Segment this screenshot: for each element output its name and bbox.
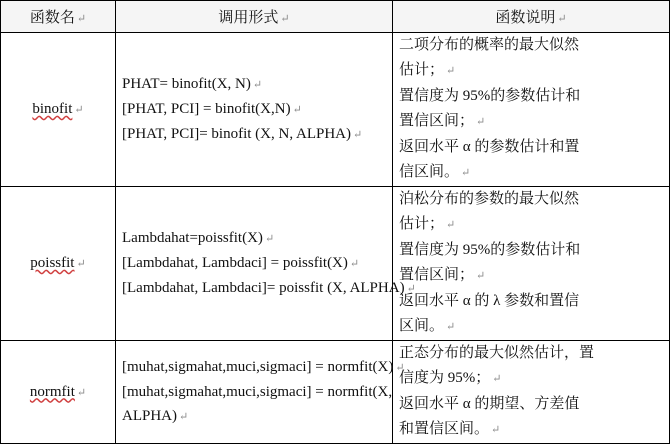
para-mark: ↵ [292, 104, 302, 116]
call-form-line: [Lambdahat, Lambdaci]= poissfit (X, ALPHA) ↵ [122, 280, 416, 296]
table-row [1, 341, 670, 444]
para-mark: ↵ [353, 129, 363, 141]
call-form-cell [116, 33, 393, 187]
header-description: 函数说明 ↵ [393, 1, 670, 33]
call-form-line: [muhat,sigmahat,muci,sigmaci] = normfit(X) ↵ [122, 359, 405, 375]
para-mark: ↵ [74, 104, 84, 116]
description-line: 信区间。 ↵ [399, 164, 471, 180]
call-form-line: [PHAT, PCI]= binofit (X, N, ALPHA) ↵ [122, 126, 363, 142]
call-form-line: [Lambdahat, Lambdaci] = poissfit(X) ↵ [122, 255, 360, 271]
call-form-line: Lambdahat=poissfit(X) ↵ [122, 230, 275, 246]
para-mark: ↵ [446, 219, 456, 231]
para-mark: ↵ [252, 79, 263, 91]
para-mark: ↵ [476, 270, 486, 282]
header-row [1, 1, 670, 33]
function-name-cell: poissfit ↵ [1, 187, 116, 341]
para-mark: ↵ [349, 258, 360, 270]
para-mark: ↵ [76, 258, 86, 270]
description-line: 置信度为 95%的参数估计和 [399, 242, 581, 258]
call-form-line: [muhat,sigmahat,muci,sigmaci] = normfit(X, [122, 384, 393, 400]
para-mark: ↵ [446, 321, 456, 333]
para-mark: ↵ [76, 13, 87, 25]
description-line: 估计； ↵ [399, 62, 456, 78]
call-form-line: [PHAT, PCI] = binofit(X,N) ↵ [122, 101, 302, 117]
para-mark: ↵ [557, 13, 567, 25]
description-line: 置信区间； ↵ [399, 113, 486, 129]
table-row [1, 187, 670, 341]
description-line: 置信度为 95%的参数估计和 [399, 88, 581, 104]
description-cell [393, 341, 670, 444]
description-line: 返回水平 α 的 λ 参数和置信 [399, 293, 580, 309]
description-line: 二项分布的概率的最大似然 [399, 37, 580, 53]
para-mark: ↵ [446, 65, 456, 77]
header-call-form: 调用形式 ↵ [116, 1, 393, 33]
para-mark: ↵ [492, 373, 502, 385]
description-line: 区间。 ↵ [399, 318, 456, 334]
description-line: 正态分布的最大似然估计，置 [399, 345, 595, 361]
description-line: 信度为 95%； ↵ [399, 370, 502, 386]
para-mark: ↵ [264, 233, 275, 245]
para-mark: ↵ [280, 13, 290, 25]
description-line: 和置信区间。 ↵ [399, 421, 501, 437]
description-cell [393, 33, 670, 187]
call-form-line: ALPHA) ↵ [122, 408, 189, 424]
description-line: 置信区间； ↵ [399, 267, 486, 283]
description-cell [393, 187, 670, 341]
function-name-cell: binofit ↵ [1, 33, 116, 187]
para-mark: ↵ [179, 411, 189, 423]
call-form-line: PHAT= binofit(X, N) ↵ [122, 76, 263, 92]
table-row [1, 33, 670, 187]
description-line: 返回水平 α 的参数估计和置 [399, 139, 580, 155]
para-mark: ↵ [461, 167, 471, 179]
header-function-name: 函数名 ↵ [1, 1, 116, 33]
call-form-cell [116, 187, 416, 341]
description-line: 返回水平 α 的期望、方差值 [399, 396, 580, 412]
para-mark: ↵ [76, 386, 87, 399]
function-name-cell: normfit ↵ [1, 341, 116, 444]
para-mark: ↵ [476, 116, 486, 128]
description-line: 估计； ↵ [399, 216, 456, 232]
para-mark: ↵ [491, 424, 501, 436]
para-mark: ↵ [395, 362, 405, 374]
para-mark: ↵ [406, 283, 416, 295]
description-line: 泊松分布的参数的最大似然 [399, 191, 580, 207]
call-form-cell [116, 341, 405, 444]
